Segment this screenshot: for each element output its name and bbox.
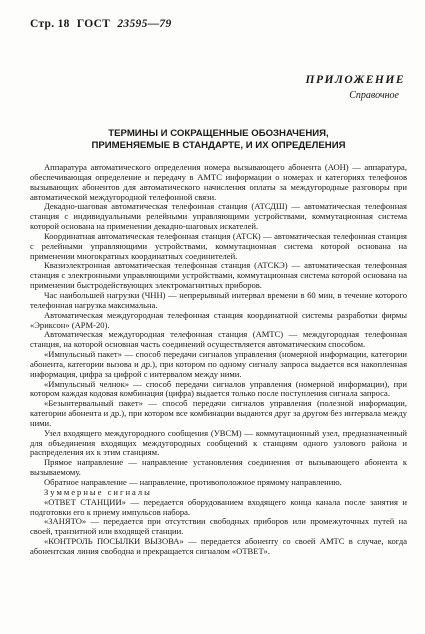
paragraph: Обратное направление — направление, противоположное прямому направлению.: [44, 477, 342, 487]
paragraph: Декадно-шаговая автоматическая телефонная станция (АТСДШ) — автоматическая телефонная станция с индивидуальными релейными управляющими устройствами, коммутационная система которой основана на применении декадно-шаговых искателей.: [30, 201, 407, 232]
paragraph: Прямое направление — направление установления соединения от вызывающего абонента к вызываемому.: [30, 457, 407, 478]
subheading: Зуммерные сигналы: [44, 486, 152, 497]
signal-definition: «ЗАНЯТО» — передается при отсутствии свободных приборов или промежуточных путей на своей, транзитной или входящей станции.: [30, 516, 407, 537]
title-line-1: ТЕРМИНЫ И СОКРАЩЕННЫЕ ОБОЗНАЧЕНИЯ,: [108, 128, 329, 139]
document-body: [30, 163, 407, 557]
paragraph: «Импульсный челнок» — способ передачи сигналов управления (номерной информации), при котором каждая кодовая комбинация (цифра) выдается только после поступления сигнала запроса.: [30, 378, 407, 399]
paragraph: «Безынтервальный пакет» — способ передачи сигналов управления (полезной информации, категории абонента и др.), при котором все комбинации выдаются друг за другом без интервала между ними.: [30, 398, 407, 428]
title-line-2: ПРИМЕНЯЕМЫЕ В СТАНДАРТЕ, И ИХ ОПРЕДЕЛЕНИЯ: [91, 140, 346, 151]
paragraph: Автоматическая междугородная телефонная станция (АМТС) — междугородная телефонная станция, на которой основная часть соединений осуществляется автоматическим способом.: [30, 329, 407, 350]
appendix-title: ПРИЛОЖЕНИЕ: [305, 74, 405, 86]
paragraph: Автоматическая междугородная телефонная станция координатной системы разработки фирмы «Эриксон» (АРМ-20).: [30, 309, 407, 330]
appendix-subtitle: Справочное: [349, 90, 399, 101]
paragraph: Координатная автоматическая телефонная станция (АТСК) — автоматическая телефонная станция с релейными управляющими устройствами, коммутационная система которой основана на применении многократных координатных соединителей.: [30, 230, 407, 261]
paragraph: Узел входящего междугородного сообщения (УВСМ) — коммутационный узел, предназначенный для объединения входящих междугородных сообщений к станциям одного узлового района и распределения их к этим станциям.: [30, 427, 407, 458]
document-title: [30, 128, 407, 152]
signal-definition: «ОТВЕТ СТАНЦИИ» — передается оборудованием входящего конца канала после занятия и подготовки его к приему импульсов набора.: [30, 496, 407, 517]
appendix-label: [306, 74, 405, 101]
standard-number: 23595—79: [117, 18, 172, 30]
paragraph: Час наибольшей нагрузки (ЧНН) — непрерывный интервал времени в 60 мин, в течение которого телефонная нагрузка максимальна.: [30, 289, 407, 310]
paragraph: «Импульсный пакет» — способ передачи сигналов управления (номерной информации, категории абонента, категории вызова и др.), при котором по одному сигналу запроса выдается вся накопленная информация, цифра за цифрой с интервалом между ними.: [30, 349, 407, 379]
paragraph: Квазиэлектронная автоматическая телефонная станция (АТСКЭ) — автоматическая телефонная станция с электронными управляющими устройствами, коммутационная система которой основана на применении быстродействующих электромагнитных приборов.: [30, 260, 407, 291]
paragraph: Аппаратура автоматического определения номера вызывающего абонента (АОН) — аппаратура, обеспечивающая определение и передачу в АМТС информации о номерах и категориях телефонов вызывающих абонентов для автоматического начисления оплаты за междугородные разговоры при автоматической междугородной телефонной связи.: [30, 162, 407, 202]
signal-definition: «КОНТРОЛЬ ПОСЫЛКИ ВЫЗОВА» — передается абоненту со своей АМТС в случае, когда абонентская линия свободна и прекращается сигналом «ОТВЕТ».: [30, 536, 407, 556]
page-label: Стр. 18: [30, 18, 70, 30]
gost-label: ГОСТ: [76, 18, 111, 30]
page-header: [30, 18, 172, 30]
